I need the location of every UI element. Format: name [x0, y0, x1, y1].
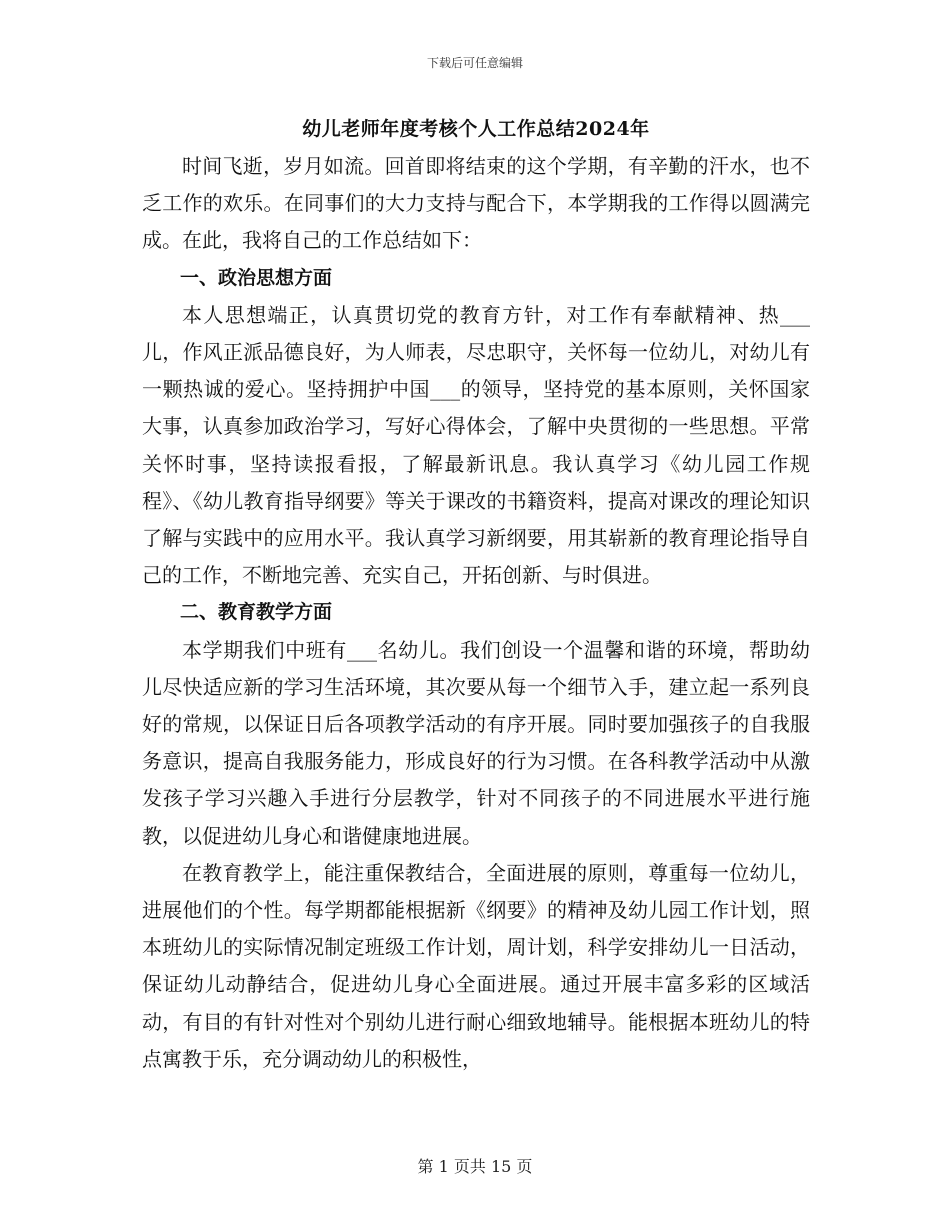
- section-heading-politics: 一、政治思想方面: [180, 266, 333, 289]
- page-number-footer: 第 1 页共 15 页: [417, 1157, 533, 1176]
- section-paragraph-teaching-1: 本学期我们中班有___名幼儿。我们创设一个温馨和谐的环境，帮助幼儿尽快适应新的学习生活环境，其次要从每一个细节入手，建立起一系列良好的常规，以保证日后各项教学活动的有序开展。同时要加强孩子的自我服务意识，提高自我服务能力，形成良好的行为习惯。在各科教学活动中从激发孩子学习兴趣入手进行分层教学，针对不同孩子的不同进展水平进行施教，以促进幼儿身心和谐健康地进展。: [142, 637, 810, 848]
- section-paragraph-politics: 本人思想端正，认真贯切党的教育方针，对工作有奉献精神、热___儿，作风正派品德良好，为人师表，尽忠职守，关怀每一位幼儿，对幼儿有一颗热诚的爱心。坚持拥护中国___的领导，坚持党的基本原则，关怀国家大事，认真参加政治学习，写好心得体会，了解中央贯彻的一些思想。平常关怀时事，坚持读报看报，了解最新讯息。我认真学习《幼儿园工作规程》、《幼儿教育指导纲要》等关于课改的书籍资料，提高对课改的理论知识了解与实践中的应用水平。我认真学习新纲要，用其崭新的教育理论指导自己的工作，不断地完善、充实自己，开拓创新、与时俱进。: [142, 302, 810, 588]
- section-paragraph-teaching-2: 在教育教学上，能注重保教结合，全面进展的原则，尊重每一位幼儿，进展他们的个性。每学期都能根据新《纲要》的精神及幼儿园工作计划，照本班幼儿的实际情况制定班级工作计划，周计划，科学安排幼儿一日活动，保证幼儿动静结合，促进幼儿身心全面进展。通过开展丰富多彩的区域活动，有目的有针对性对个别幼儿进行耐心细致地辅导。能根据本班幼儿的特点寓教于乐，充分调动幼儿的积极性，: [142, 860, 810, 1071]
- section-heading-teaching: 二、教育教学方面: [180, 601, 333, 624]
- document-body: [142, 112, 810, 1078]
- header-note: 下载后可任意编辑: [426, 56, 523, 70]
- intro-paragraph: 时间飞逝，岁月如流。回首即将结束的这个学期，有辛勤的汗水，也不乏工作的欢乐。在同事们的大力支持与配合下，本学期我的工作得以圆满完成。在此，我将自己的工作总结如下：: [142, 154, 810, 253]
- document-title: 幼儿老师年度考核个人工作总结2024年: [302, 118, 650, 140]
